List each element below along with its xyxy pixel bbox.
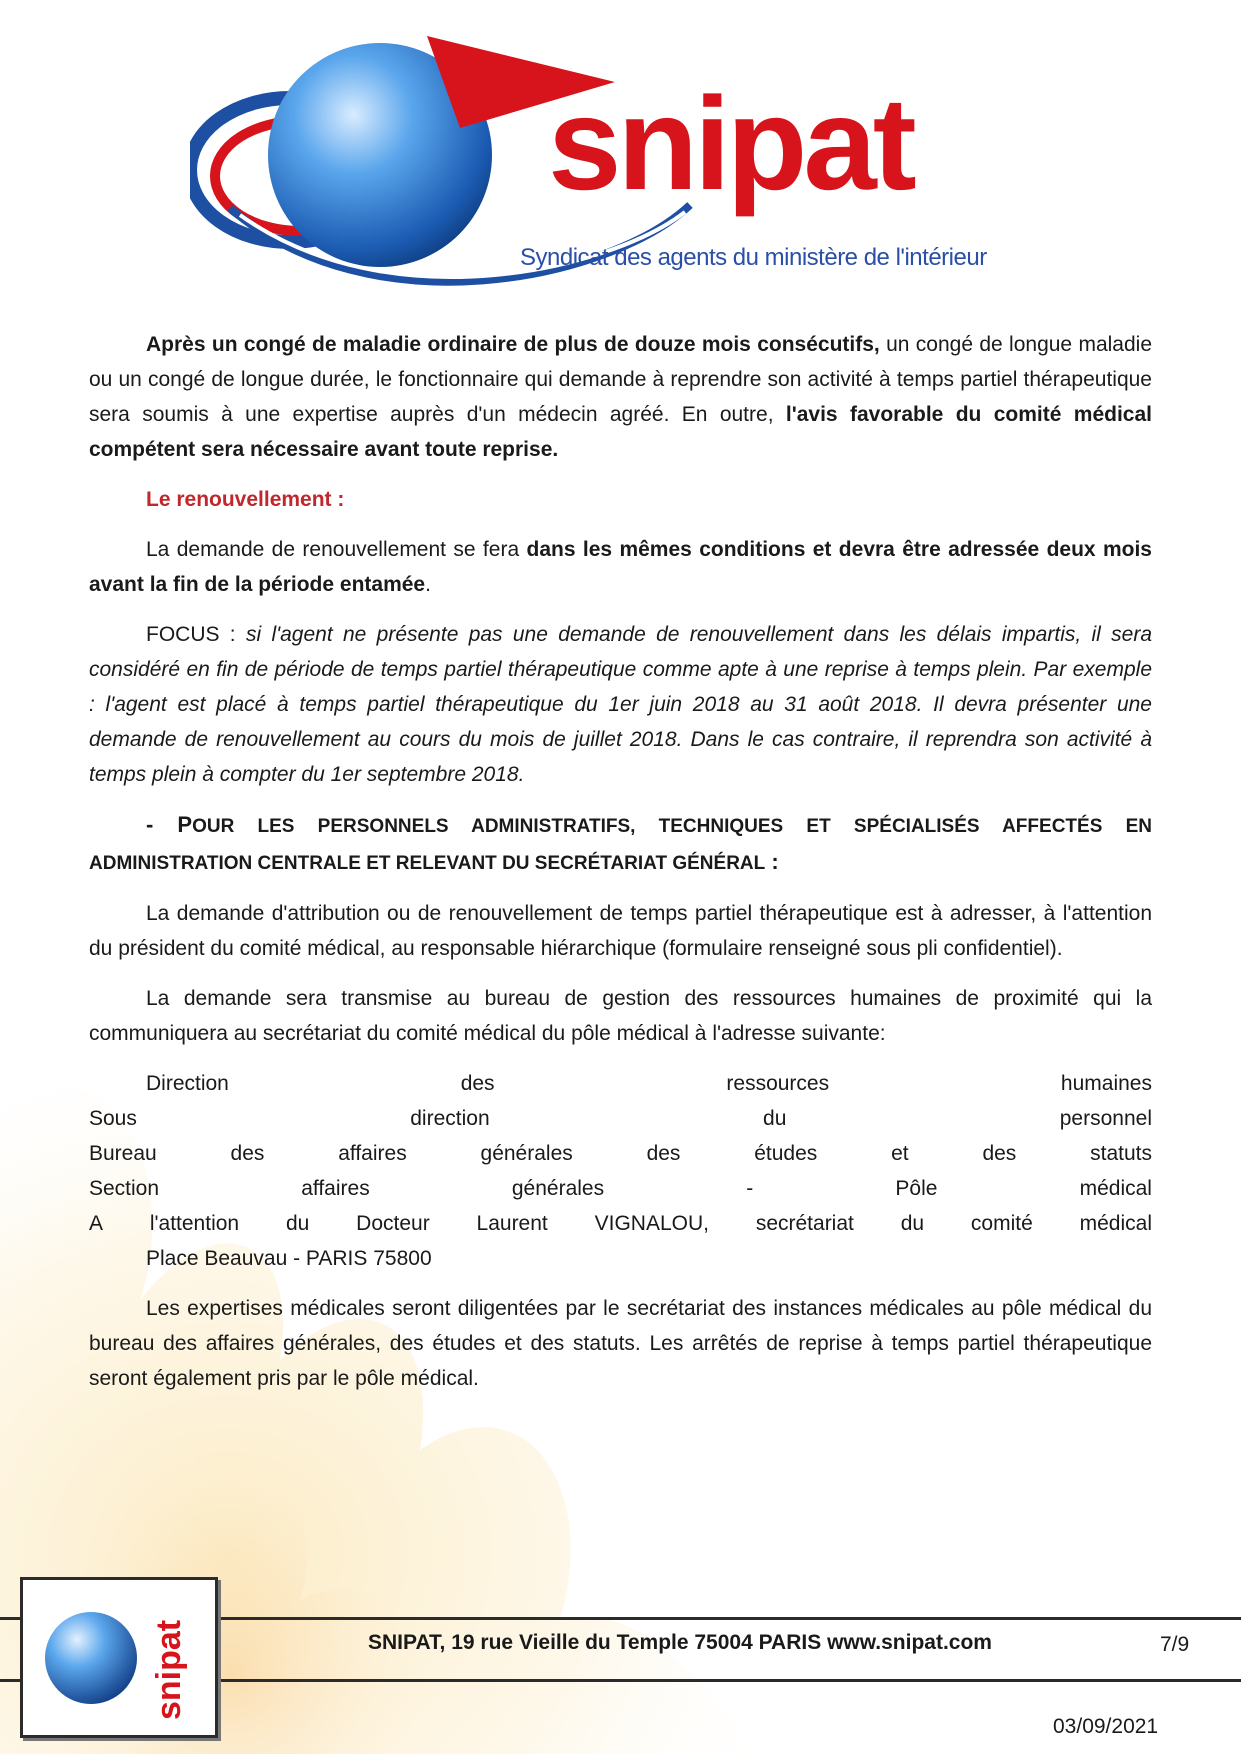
renewal-end: . <box>425 573 431 596</box>
address-block <box>89 1066 1152 1276</box>
address-word: l'attention <box>149 1212 240 1235</box>
address-word: Bureau <box>89 1142 157 1165</box>
header-logo <box>190 30 1050 300</box>
renewal-text: La demande de renouvellement se fera <box>146 538 527 561</box>
focus-text: si l'agent ne présente pas une demande de renouvellement dans les délais impartis, il sera considéré en fin de période de temps partiel thérapeutique comme apte à une reprise à temps plein. Par exemple : l'agent est placé à temps partiel thérapeutique du 1er juin 2018 au 31 août 2018. Il devra présenter une demande de renouvellement au cours du mois de juillet 2018. Dans le cas contraire, il reprendra son activité à temps plein à compter du 1er septembre 2018. <box>89 623 1152 786</box>
address-word: - <box>746 1177 754 1200</box>
address-word: médical <box>1079 1177 1152 1200</box>
address-word: et <box>891 1142 909 1165</box>
address-word: personnel <box>1059 1107 1152 1130</box>
address-word: des <box>460 1072 495 1095</box>
footer-logo-word: snipat <box>150 1619 188 1720</box>
paragraph-expertise: Les expertises médicales seront diligentées par le secrétariat des instances médicales au pôle médical du bureau des affaires générales, des études et des statuts. Les arrêtés de reprise à temps partiel thérapeutique seront également pris par le pôle médical. <box>89 1297 1152 1390</box>
address-word: ressources <box>726 1072 830 1095</box>
renewal-bold: dans les mêmes conditions et devra être adressée deux mois avant la fin de la période entamée <box>89 538 1152 596</box>
address-word: des <box>646 1142 681 1165</box>
address-word: du <box>900 1212 925 1235</box>
section-title-end: : <box>765 849 779 874</box>
address-word: générales <box>511 1177 605 1200</box>
address-word: du <box>763 1107 787 1130</box>
address-word: des <box>982 1142 1017 1165</box>
paragraph-request: La demande d'attribution ou de renouvellement de temps partiel thérapeutique est à adresser, à l'attention du président du comité médical, au responsable hiérarchique (formulaire renseigné sous pli confidentiel). <box>89 902 1152 960</box>
footer-date: 03/09/2021 <box>1053 1715 1159 1738</box>
address-word: Laurent <box>476 1212 548 1235</box>
intro-bold-end: l'avis favorable du comité médical compétent sera nécessaire avant toute reprise. <box>89 403 1152 461</box>
address-line-5 <box>89 1206 1152 1241</box>
section-title-lead: - P <box>146 812 193 837</box>
address-word: médical <box>1079 1212 1152 1235</box>
address-word: affaires <box>301 1177 370 1200</box>
address-word: comité <box>970 1212 1033 1235</box>
address-word: affaires <box>338 1142 407 1165</box>
paragraph-renewal <box>89 532 1152 602</box>
intro-text: un congé de longue maladie ou un congé de longue durée, le fonctionnaire qui demande à reprendre son activité à temps partiel thérapeutique sera soumis à une expertise auprès d'un médecin agréé. En outre, <box>89 333 1152 426</box>
address-word: Direction <box>146 1072 229 1095</box>
address-word: statuts <box>1090 1142 1152 1165</box>
address-word: Sous <box>89 1107 137 1130</box>
footer-logo <box>20 1577 218 1738</box>
section-title-rest: OUR LES PERSONNELS ADMINISTRATIFS, TECHNIQUES ET SPÉCIALISÉS AFFECTÉS EN ADMINISTRATION CENTRALE ET RELEVANT DU SECRÉTARIAT GÉNÉRAL <box>89 816 1152 874</box>
document-body <box>89 327 1152 1411</box>
address-word: des <box>230 1142 265 1165</box>
address-line-1 <box>89 1066 1152 1101</box>
page-number: 7/9 <box>1160 1633 1190 1656</box>
address-word: secrétariat <box>755 1212 854 1235</box>
address-word: Section <box>89 1177 160 1200</box>
address-word: Docteur <box>356 1212 430 1235</box>
section-title <box>89 807 1152 881</box>
address-word: générales <box>480 1142 573 1165</box>
paragraph-transmission: La demande sera transmise au bureau de gestion des ressources humaines de proximité qui la communiquera au secrétariat du comité médical du pôle médical à l'adresse suivante: <box>89 987 1152 1045</box>
address-line-4 <box>89 1171 1152 1206</box>
renewal-heading: Le renouvellement : <box>146 488 345 511</box>
address-word: études <box>754 1142 818 1165</box>
address-word: VIGNALOU, <box>594 1212 709 1235</box>
address-line-3 <box>89 1136 1152 1171</box>
paragraph-intro <box>89 327 1152 467</box>
footer-address: SNIPAT, 19 rue Vieille du Temple 75004 PARIS www.snipat.com <box>368 1631 992 1654</box>
logo-tagline: Syndicat des agents du ministère de l'intérieur <box>520 244 987 271</box>
focus-label: FOCUS : <box>146 623 246 646</box>
paragraph-focus <box>89 617 1152 792</box>
address-word: Pôle <box>895 1177 938 1200</box>
address-line-2 <box>89 1101 1152 1136</box>
address-line-6: Place Beauvau - PARIS 75800 <box>146 1247 432 1270</box>
logo-wordmark: snipat <box>548 70 913 217</box>
address-word: humaines <box>1060 1072 1152 1095</box>
address-word: du <box>285 1212 310 1235</box>
address-word: direction <box>410 1107 490 1130</box>
intro-bold-start: Après un congé de maladie ordinaire de plus de douze mois consécutifs, <box>146 333 880 356</box>
address-word: A <box>89 1212 104 1235</box>
